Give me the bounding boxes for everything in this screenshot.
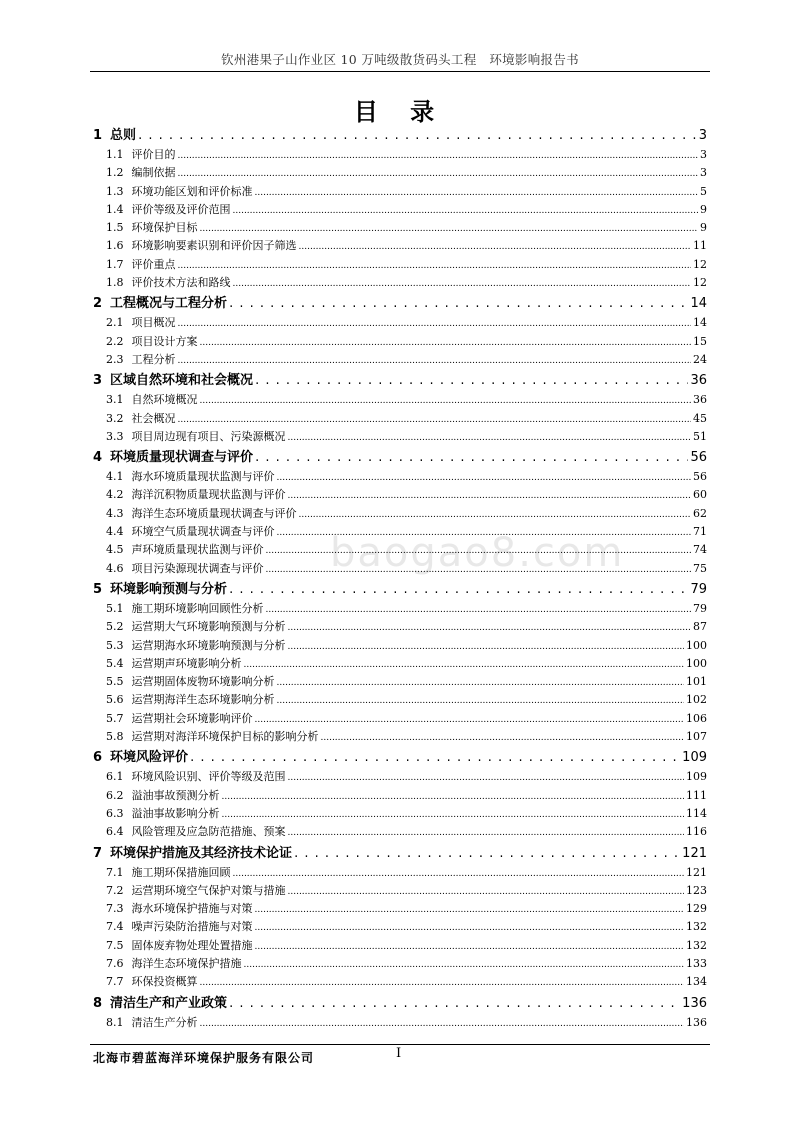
toc-entry-label xyxy=(93,446,253,465)
toc-page-number: 102 xyxy=(686,693,707,707)
toc-entry-label xyxy=(106,710,253,726)
toc-page-number: 121 xyxy=(686,865,707,879)
toc-entry-label xyxy=(106,486,286,502)
toc-page-number: 3 xyxy=(698,128,707,143)
toc-entry-title: 环境质量现状调查与评价 xyxy=(110,450,254,466)
dot-leader xyxy=(266,562,692,575)
toc-entry-number: 6.3 xyxy=(106,806,124,820)
toc-section-3-3[interactable] xyxy=(93,428,707,446)
dot-leader xyxy=(288,884,685,897)
toc-entry-number: 4.4 xyxy=(106,525,124,539)
dot-leader xyxy=(229,582,688,597)
toc-page-number: 75 xyxy=(693,561,707,575)
toc-entry-number: 5.2 xyxy=(106,620,124,634)
toc-page-number: 107 xyxy=(686,730,707,744)
toc-entry-number: 1.2 xyxy=(106,166,124,180)
toc-entry-label xyxy=(93,992,227,1011)
toc-entry-number: 4.6 xyxy=(106,561,124,575)
dot-leader xyxy=(277,675,685,688)
toc-page-number: 136 xyxy=(682,995,707,1011)
toc-entry-title: 运营期海洋生态环境影响分析 xyxy=(131,693,275,707)
toc-page-number: 9 xyxy=(700,221,707,235)
footer-company: 北海市碧蓝海洋环境保护服务有限公司 xyxy=(93,1051,315,1065)
dot-leader xyxy=(255,373,688,388)
toc-entry-label xyxy=(106,237,297,253)
toc-section-5-2[interactable] xyxy=(93,618,707,636)
dot-leader xyxy=(288,488,692,501)
toc-entry-number: 3.1 xyxy=(106,393,124,407)
toc-entry-number: 6.2 xyxy=(106,788,124,802)
toc-entry-label xyxy=(106,728,319,744)
toc-entry-title: 运营期大气环境影响预测与分析 xyxy=(131,620,286,634)
toc-section-1-5[interactable] xyxy=(93,219,707,237)
dot-leader xyxy=(255,939,685,952)
toc-section-3-1[interactable] xyxy=(93,391,707,409)
toc-section-4-2[interactable] xyxy=(93,486,707,504)
toc-entry-title: 社会概况 xyxy=(131,411,176,425)
toc-entry-number: 7.6 xyxy=(106,956,124,970)
toc-page-number: 71 xyxy=(693,525,707,539)
toc-page-number: 9 xyxy=(700,202,707,216)
toc-page-number: 3 xyxy=(700,148,707,161)
toc-entry-title: 工程概况与工程分析 xyxy=(110,296,228,312)
toc-page-number: 5 xyxy=(700,184,707,198)
toc-entry-title: 固体废弃物处理处置措施 xyxy=(131,938,253,952)
toc-entry-title: 评价目的 xyxy=(131,148,176,161)
toc-entry-number: 1.8 xyxy=(106,276,124,290)
toc-entry-title: 项目周边现有项目、污染源概况 xyxy=(131,429,286,443)
toc-page-number: 101 xyxy=(686,675,707,689)
dot-leader xyxy=(277,693,685,706)
toc-section-2-2[interactable] xyxy=(93,333,707,351)
toc-entry-number: 7.7 xyxy=(106,975,124,989)
toc-chapter-6[interactable] xyxy=(93,746,707,768)
toc-entry-number: 3.2 xyxy=(106,411,124,425)
toc-page-number: 106 xyxy=(686,711,707,725)
toc-entry-number: 5 xyxy=(93,581,103,597)
watermark: baogao8.com xyxy=(330,530,625,576)
toc-entry-title: 海洋生态环境质量现状调查与评价 xyxy=(131,506,297,520)
toc-entry-title: 环保投资概算 xyxy=(131,975,198,989)
dot-leader xyxy=(200,335,692,348)
dot-leader xyxy=(266,602,692,615)
toc-entry-label xyxy=(106,1014,198,1030)
toc-entry-title: 环境保护目标 xyxy=(131,221,198,235)
toc-entry-label xyxy=(106,955,242,971)
toc-entry-title: 海水环境质量现状监测与评价 xyxy=(131,470,275,484)
dot-leader xyxy=(255,902,685,915)
toc-page-number: 14 xyxy=(693,316,707,330)
toc-page-number: 109 xyxy=(686,770,707,784)
toc-entry-number: 5.8 xyxy=(106,730,124,744)
toc-entry-label xyxy=(106,256,176,272)
toc-section-7-7[interactable] xyxy=(93,973,707,991)
toc-page-number: 129 xyxy=(686,902,707,916)
toc-entry-label xyxy=(106,468,275,484)
toc-page-number: 62 xyxy=(693,506,707,520)
toc-section-7-5[interactable] xyxy=(93,937,707,955)
toc-section-1-7[interactable] xyxy=(93,256,707,274)
toc-entry-label xyxy=(106,768,286,784)
toc-entry-number: 4.3 xyxy=(106,506,124,520)
toc-page-number: 133 xyxy=(686,956,707,970)
toc-entry-title: 编制依据 xyxy=(131,166,176,180)
toc-entry-label xyxy=(93,746,188,765)
toc-section-1-8[interactable] xyxy=(93,274,707,292)
dot-leader xyxy=(288,430,692,443)
dot-leader xyxy=(288,620,692,633)
toc-entry-title: 环境影响预测与分析 xyxy=(110,581,228,597)
toc-entry-number: 3 xyxy=(93,373,103,389)
toc-entry-title: 运营期对海洋环境保护目标的影响分析 xyxy=(131,730,319,744)
toc-entry-number: 6.1 xyxy=(106,770,124,784)
toc-section-5-5[interactable] xyxy=(93,673,707,691)
toc-entry-label xyxy=(106,351,176,367)
toc-page-number: 45 xyxy=(693,411,707,425)
toc-entry-title: 总则 xyxy=(110,128,137,143)
toc-entry-number: 4.2 xyxy=(106,488,124,502)
dot-leader xyxy=(233,203,699,216)
toc-entry-title: 运营期海水环境影响预测与分析 xyxy=(131,638,286,652)
toc-entry-title: 溢油事故预测分析 xyxy=(131,788,220,802)
dot-leader xyxy=(244,657,685,670)
toc-entry-number: 4.5 xyxy=(106,543,124,557)
toc-entry-label xyxy=(106,787,220,803)
toc-section-4-1[interactable] xyxy=(93,468,707,486)
toc-entry-label xyxy=(106,655,242,671)
toc-entry-number: 2.2 xyxy=(106,334,124,348)
toc-entry-title: 项目污染源现状调查与评价 xyxy=(131,561,264,575)
toc-section-8-1[interactable] xyxy=(93,1014,707,1032)
toc-page-number: 60 xyxy=(693,488,707,502)
header-rule xyxy=(90,71,710,72)
dot-leader xyxy=(321,730,685,743)
dot-leader xyxy=(138,128,697,143)
toc-page-number: 24 xyxy=(693,352,707,366)
toc-section-1-6[interactable] xyxy=(93,237,707,255)
toc-entry-label xyxy=(106,391,198,407)
toc-entry-number: 7.5 xyxy=(106,938,124,952)
toc-entry-number: 7.4 xyxy=(106,920,124,934)
toc-entry-title: 清洁生产分析 xyxy=(131,1015,198,1029)
toc-section-6-4[interactable] xyxy=(93,823,707,841)
toc-entry-title: 运营期声环境影响分析 xyxy=(131,656,242,670)
dot-leader xyxy=(178,316,692,329)
toc-entry-number: 4 xyxy=(93,450,103,466)
dot-leader xyxy=(200,221,699,234)
toc-page-number: 136 xyxy=(686,1015,707,1029)
dot-leader xyxy=(178,258,692,271)
toc-section-5-7[interactable] xyxy=(93,710,707,728)
toc-entry-label xyxy=(93,842,292,861)
dot-leader xyxy=(244,957,685,970)
toc-page-number: 36 xyxy=(693,393,707,407)
toc-page-number: 132 xyxy=(686,920,707,934)
toc-entry-label xyxy=(106,691,275,707)
toc-section-4-4[interactable] xyxy=(93,523,707,541)
toc-entry-title: 噪声污染防治措施与对策 xyxy=(131,920,253,934)
toc-chapter-4[interactable] xyxy=(93,446,707,468)
toc-section-1-2[interactable] xyxy=(93,164,707,182)
dot-leader xyxy=(277,525,692,538)
toc-entry-number: 7.3 xyxy=(106,902,124,916)
dot-leader xyxy=(299,239,692,252)
toc-entry-label xyxy=(106,164,176,180)
dot-leader xyxy=(222,807,685,820)
toc-section-5-1[interactable] xyxy=(93,600,707,618)
toc-section-7-4[interactable] xyxy=(93,918,707,936)
dot-leader xyxy=(299,507,692,520)
toc-entry-label xyxy=(106,618,286,634)
dot-leader xyxy=(200,393,692,406)
toc-entry-label xyxy=(106,805,220,821)
toc-page-number: 79 xyxy=(693,601,707,615)
toc-entry-title: 项目设计方案 xyxy=(131,334,198,348)
page-title: 目 录 xyxy=(353,98,447,126)
toc-section-5-3[interactable] xyxy=(93,637,707,655)
toc-section-6-2[interactable] xyxy=(93,787,707,805)
toc-chapter-1[interactable] xyxy=(93,124,707,146)
toc-page-number: 51 xyxy=(693,429,707,443)
toc-chapter-5[interactable] xyxy=(93,578,707,600)
toc-entry-number: 7.2 xyxy=(106,883,124,897)
toc-section-4-5[interactable] xyxy=(93,541,707,559)
toc-entry-title: 声环境质量现状监测与评价 xyxy=(131,543,264,557)
toc-entry-title: 运营期固体废物环境影响分析 xyxy=(131,675,275,689)
toc-entry-number: 1.1 xyxy=(106,148,124,161)
dot-leader xyxy=(255,712,685,725)
toc-entry-label xyxy=(106,637,286,653)
toc-entry-number: 6 xyxy=(93,750,103,766)
toc-entry-label xyxy=(106,937,253,953)
toc-entry-label xyxy=(106,673,275,689)
toc-entry-title: 环境功能区划和评价标准 xyxy=(131,184,253,198)
toc-page-number: 36 xyxy=(690,373,707,389)
toc-page-number: 123 xyxy=(686,883,707,897)
dot-leader xyxy=(233,866,685,879)
toc-section-4-3[interactable] xyxy=(93,505,707,523)
toc-entry-number: 5.7 xyxy=(106,711,124,725)
footer-rule xyxy=(90,1044,710,1045)
toc-page-number: 15 xyxy=(693,334,707,348)
toc-section-1-4[interactable] xyxy=(93,201,707,219)
toc-page-number: 56 xyxy=(690,450,707,466)
toc-entry-title: 溢油事故影响分析 xyxy=(131,806,220,820)
toc-entry-number: 8.1 xyxy=(106,1015,124,1029)
toc-page-number: 121 xyxy=(682,845,707,861)
toc-section-6-3[interactable] xyxy=(93,805,707,823)
page-header: 钦州港果子山作业区 10 万吨级散货码头工程 环境影响报告书 xyxy=(221,52,579,67)
toc-entry-title: 工程分析 xyxy=(131,352,176,366)
toc-page-number: 87 xyxy=(693,620,707,634)
toc-chapter-8[interactable] xyxy=(93,992,707,1014)
toc-entry-label xyxy=(106,600,264,616)
toc-chapter-2[interactable] xyxy=(93,292,707,314)
toc-entry-number: 4.1 xyxy=(106,470,124,484)
toc-entry-label xyxy=(106,410,176,426)
toc-page-number: 132 xyxy=(686,938,707,952)
dot-leader xyxy=(288,770,685,783)
toc-page-number: 111 xyxy=(686,788,707,802)
toc-entry-label xyxy=(106,183,253,199)
toc-entry-label xyxy=(106,523,275,539)
dot-leader xyxy=(255,920,685,933)
toc-entry-label xyxy=(106,201,231,217)
toc-page-number: 114 xyxy=(686,806,707,820)
toc-entry-label xyxy=(106,864,231,880)
toc-entry-number: 2.1 xyxy=(106,316,124,330)
toc-entry-label xyxy=(106,505,297,521)
toc-entry-label xyxy=(106,146,176,162)
toc-entry-number: 2.3 xyxy=(106,352,124,366)
toc-entry-number: 1 xyxy=(93,128,103,143)
toc-entry-label xyxy=(93,369,253,388)
toc-entry-title: 环境空气质量现状调查与评价 xyxy=(131,525,275,539)
toc-entry-number: 7 xyxy=(93,845,103,861)
toc-entry-title: 施工期环保措施回顾 xyxy=(131,865,231,879)
dot-leader xyxy=(288,825,685,838)
dot-leader xyxy=(233,276,692,289)
toc-section-5-8[interactable] xyxy=(93,728,707,746)
toc-page-number: 109 xyxy=(682,750,707,766)
toc-entry-title: 环境风险评价 xyxy=(110,750,189,766)
dot-leader xyxy=(178,412,692,425)
toc-entry-title: 海洋沉积物质量现状监测与评价 xyxy=(131,488,286,502)
toc-entry-label xyxy=(106,560,264,576)
toc-entry-label xyxy=(106,823,286,839)
toc-page-number: 74 xyxy=(693,543,707,557)
toc-section-7-3[interactable] xyxy=(93,900,707,918)
toc-entry-number: 5.5 xyxy=(106,675,124,689)
toc-entry-title: 环境影响要素识别和评价因子筛选 xyxy=(131,239,297,253)
toc-entry-number: 7.1 xyxy=(106,865,124,879)
toc-entry-label xyxy=(106,219,198,235)
toc-entry-title: 环境保护措施及其经济技术论证 xyxy=(110,845,293,861)
toc-chapter-7[interactable] xyxy=(93,842,707,864)
toc-entry-number: 1.6 xyxy=(106,239,124,253)
footer-page-number: I xyxy=(396,1046,402,1061)
dot-leader xyxy=(178,148,699,161)
toc-page-number: 56 xyxy=(693,470,707,484)
toc-entry-title: 运营期社会环境影响评价 xyxy=(131,711,253,725)
toc-entry-number: 2 xyxy=(93,296,103,312)
toc-entry-title: 区域自然环境和社会概况 xyxy=(110,373,254,389)
toc-entry-label xyxy=(106,973,198,989)
toc-page-number: 12 xyxy=(693,257,707,271)
toc-entry-label xyxy=(93,292,227,311)
toc-entry-title: 清洁生产和产业政策 xyxy=(110,995,228,1011)
toc-entry-label xyxy=(93,578,227,597)
toc-entry-number: 3.3 xyxy=(106,429,124,443)
toc-page-number: 134 xyxy=(686,975,707,989)
dot-leader xyxy=(222,789,685,802)
toc-entry-number: 5.6 xyxy=(106,693,124,707)
toc-entry-label xyxy=(106,900,253,916)
toc-page-number: 79 xyxy=(690,581,707,597)
toc-entry-number: 5.4 xyxy=(106,656,124,670)
toc-entry-number: 1.7 xyxy=(106,257,124,271)
toc-section-5-4[interactable] xyxy=(93,655,707,673)
toc-entry-title: 项目概况 xyxy=(131,316,176,330)
toc-section-7-2[interactable] xyxy=(93,882,707,900)
toc-page-number: 14 xyxy=(690,296,707,312)
toc-entry-label xyxy=(106,882,286,898)
toc-section-1-3[interactable] xyxy=(93,183,707,201)
toc-entry-label xyxy=(106,333,198,349)
toc-section-3-2[interactable] xyxy=(93,410,707,428)
dot-leader xyxy=(294,846,680,861)
toc-entry-title: 海水环境保护措施与对策 xyxy=(131,902,253,916)
toc-page-number: 116 xyxy=(686,825,707,839)
dot-leader xyxy=(200,975,685,988)
toc-entry-title: 评价重点 xyxy=(131,257,176,271)
toc-page-number: 100 xyxy=(686,638,707,652)
toc-section-6-1[interactable] xyxy=(93,768,707,786)
toc-entry-label xyxy=(106,428,286,444)
toc-section-1-1[interactable] xyxy=(93,146,707,164)
toc-entry-number: 1.5 xyxy=(106,221,124,235)
dot-leader xyxy=(229,996,680,1011)
dot-leader xyxy=(288,639,685,652)
toc-section-2-1[interactable] xyxy=(93,314,707,332)
toc-entry-title: 海洋生态环境保护措施 xyxy=(131,956,242,970)
toc-section-5-6[interactable] xyxy=(93,691,707,709)
dot-leader xyxy=(255,185,699,198)
toc-entry-label xyxy=(106,918,253,934)
toc-entry-title: 施工期环境影响回顾性分析 xyxy=(131,601,264,615)
toc-entry-title: 环境风险识别、评价等级及范围 xyxy=(131,770,286,784)
toc-entry-title: 风险管理及应急防范措施、预案 xyxy=(131,825,286,839)
toc-entry-label xyxy=(106,274,231,290)
toc-section-7-1[interactable] xyxy=(93,864,707,882)
toc-entry-label xyxy=(106,541,264,557)
toc-page-number: 12 xyxy=(693,276,707,290)
dot-leader xyxy=(277,470,692,483)
toc-entry-title: 运营期环境空气保护对策与措施 xyxy=(131,883,286,897)
toc-entry-title: 自然环境概况 xyxy=(131,393,198,407)
toc-entry-number: 5.1 xyxy=(106,601,124,615)
toc-entry-label xyxy=(93,124,136,143)
toc-chapter-3[interactable] xyxy=(93,369,707,391)
dot-leader xyxy=(200,1016,685,1029)
dot-leader xyxy=(229,296,688,311)
toc-entry-number: 1.3 xyxy=(106,184,124,198)
dot-leader xyxy=(178,166,699,179)
toc-section-7-6[interactable] xyxy=(93,955,707,973)
dot-leader xyxy=(266,543,692,556)
toc-entry-number: 1.4 xyxy=(106,202,124,216)
dot-leader xyxy=(255,450,688,465)
toc-entry-title: 评价技术方法和路线 xyxy=(131,276,231,290)
toc-page-number: 11 xyxy=(693,239,707,253)
toc-entry-number: 8 xyxy=(93,995,103,1011)
toc-entry-title: 评价等级及评价范围 xyxy=(131,202,231,216)
table-of-contents xyxy=(93,124,707,1032)
toc-section-4-6[interactable] xyxy=(93,560,707,578)
toc-entry-number: 6.4 xyxy=(106,825,124,839)
toc-section-2-3[interactable] xyxy=(93,351,707,369)
toc-page-number: 100 xyxy=(686,656,707,670)
toc-entry-number: 5.3 xyxy=(106,638,124,652)
toc-page-number: 3 xyxy=(700,166,707,180)
dot-leader xyxy=(190,750,680,765)
toc-entry-label xyxy=(106,314,176,330)
dot-leader xyxy=(178,353,692,366)
